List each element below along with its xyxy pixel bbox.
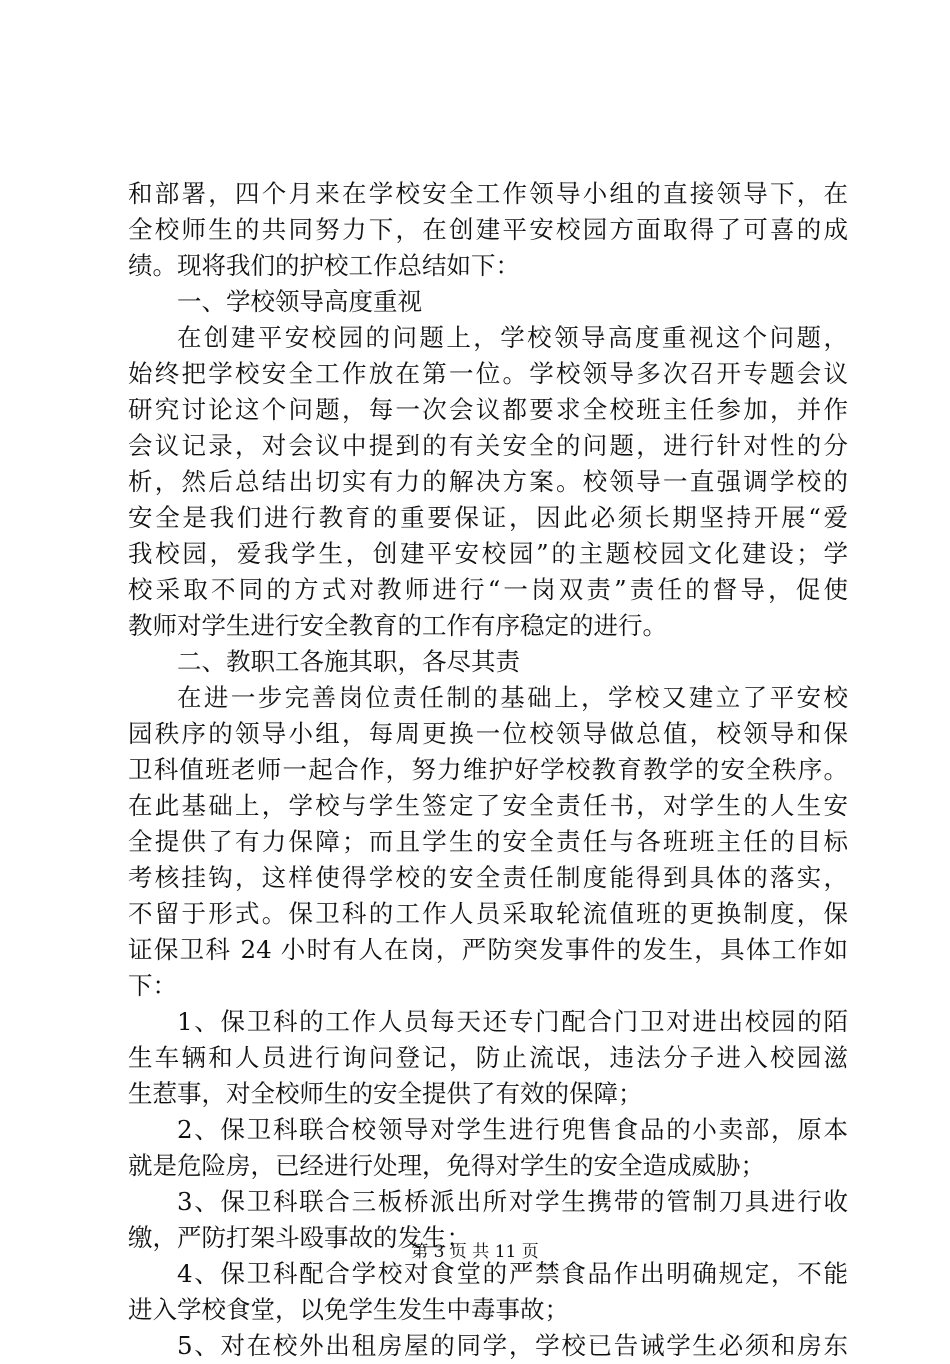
text-line: 校采取不同的方式对教师进行“一岗双责”责任的督导，促使 [128, 575, 848, 604]
text-line: 全提供了有力保障；而且学生的安全责任与各班班主任的目标 [128, 827, 848, 856]
document-body [128, 176, 848, 1364]
text-line: 不留于形式。保卫科的工作人员采取轮流值班的更换制度，保 [128, 899, 848, 928]
list-item: 2、保卫科联合校领导对学生进行兜售食品的小卖部，原本 [177, 1115, 848, 1144]
text-line: 析，然后总结出切实有力的解决方案。校领导一直强调学校的 [128, 467, 848, 496]
text-line: 在进一步完善岗位责任制的基础上，学校又建立了平安校 [177, 683, 848, 712]
text-line: 始终把学校安全工作放在第一位。学校领导多次召开专题会议 [128, 359, 848, 388]
text-line: 园秩序的领导小组，每周更换一位校领导做总值，校领导和保 [128, 719, 848, 748]
list-item: 1、保卫科的工作人员每天还专门配合门卫对进出校园的陌 [177, 1007, 848, 1036]
list-item: 4、保卫科配合学校对食堂的严禁食品作出明确规定，不能 [177, 1259, 848, 1288]
text-line: 绩。现将我们的护校工作总结如下： [128, 251, 520, 280]
text-line: 研究讨论这个问题，每一次会议都要求全校班主任参加，并作 [128, 395, 848, 424]
text-line: 就是危险房，已经进行处理，免得对学生的安全造成威胁； [128, 1151, 765, 1180]
text-line: 会议记录，对会议中提到的有关安全的问题，进行针对性的分 [128, 431, 848, 460]
text-line: 生惹事，对全校师生的安全提供了有效的保障； [128, 1079, 643, 1108]
text-line: 考核挂钩，这样使得学校的安全责任制度能得到具体的落实， [128, 863, 848, 892]
page-footer [0, 1240, 950, 1264]
list-item: 5、对在校外出租房屋的同学，学校已告诫学生必须和房东 [177, 1331, 848, 1360]
section-heading: 二、教职工各施其职，各尽其责 [177, 647, 520, 676]
text-line: 证保卫科 24 小时有人在岗，严防突发事件的发生，具体工作如 [128, 935, 848, 964]
text-line: 生车辆和人员进行询问登记，防止流氓，违法分子进入校园滋 [128, 1043, 848, 1072]
text-line: 卫科值班老师一起合作，努力维护好学校教育教学的安全秩序。 [128, 755, 848, 784]
text-line: 进入学校食堂，以免学生发生中毒事故； [128, 1295, 569, 1324]
section-heading: 一、学校领导高度重视 [177, 287, 422, 316]
text-line: 安全是我们进行教育的重要保证，因此必须长期坚持开展“爱 [128, 503, 848, 532]
text-line: 教师对学生进行安全教育的工作有序稳定的进行。 [128, 611, 667, 640]
page-number: 第 3 页 共 11 页 [411, 1242, 539, 1262]
text-line: 全校师生的共同努力下，在创建平安校园方面取得了可喜的成 [128, 215, 848, 244]
text-line: 缴，严防打架斗殴事故的发生； [128, 1223, 471, 1252]
text-line: 在创建平安校园的问题上，学校领导高度重视这个问题， [177, 323, 848, 352]
text-line: 我校园，爱我学生，创建平安校园”的主题校园文化建设；学 [128, 539, 848, 568]
list-item: 3、保卫科联合三板桥派出所对学生携带的管制刀具进行收 [177, 1187, 848, 1216]
text-line: 下： [128, 971, 177, 1000]
text-line: 在此基础上，学校与学生签定了安全责任书，对学生的人生安 [128, 791, 848, 820]
text-line: 和部署，四个月来在学校安全工作领导小组的直接领导下，在 [128, 179, 848, 208]
